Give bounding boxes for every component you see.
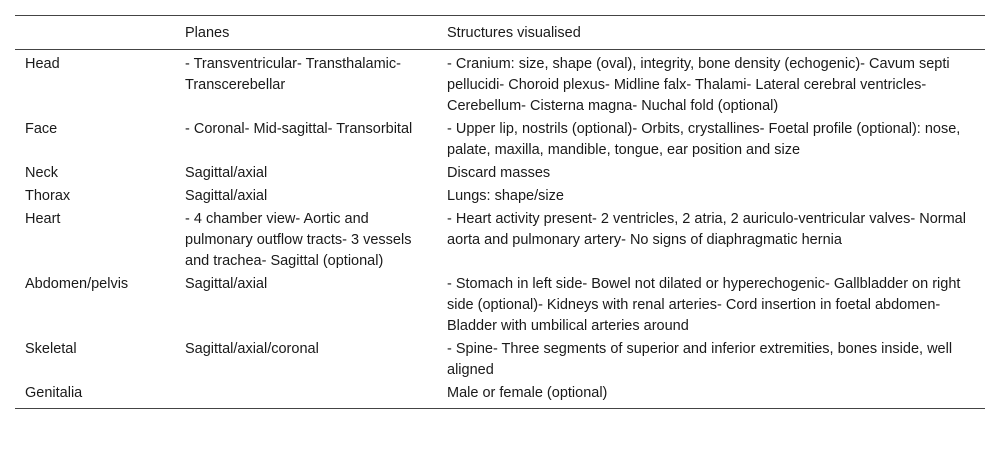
table-row-heart bbox=[15, 208, 985, 273]
row-label: Abdomen/pelvis bbox=[25, 276, 129, 292]
header-structures: Structures visualised bbox=[447, 25, 581, 41]
row-structures: Male or female (optional) bbox=[447, 385, 608, 401]
table-row-neck bbox=[15, 162, 985, 185]
row-label: Skeletal bbox=[25, 341, 77, 357]
table-row-head bbox=[15, 50, 985, 119]
row-structures: - Stomach in left side- Bowel not dilated or hyperechogenic- Gallbladder on right side (optional)- Kidneys with renal arteries- Cord insertion in foetal abdomen- Bladder with umbilical arteries around bbox=[447, 276, 961, 334]
row-planes: Sagittal/axial bbox=[185, 165, 268, 181]
row-label: Neck bbox=[25, 165, 59, 181]
header-row bbox=[15, 16, 985, 50]
row-label: Heart bbox=[25, 211, 61, 227]
row-planes: - Transventricular- Transthalamic- Transcerebellar bbox=[185, 56, 401, 93]
header-blank bbox=[15, 16, 175, 50]
row-structures: - Heart activity present- 2 ventricles, 2 atria, 2 auriculo-ventricular valves- Normal aorta and pulmonary artery- No signs of diaphragmatic hernia bbox=[447, 211, 966, 248]
row-planes: Sagittal/axial bbox=[185, 188, 268, 204]
structures-table-container bbox=[15, 15, 985, 409]
row-planes: - 4 chamber view- Aortic and pulmonary outflow tracts- 3 vessels and trachea- Sagittal (optional) bbox=[185, 211, 412, 269]
row-structures: Lungs: shape/size bbox=[447, 188, 564, 204]
row-label: Thorax bbox=[25, 188, 71, 204]
table-row-thorax bbox=[15, 185, 985, 208]
structures-table bbox=[15, 15, 985, 409]
row-structures: - Cranium: size, shape (oval), integrity, bone density (echogenic)- Cavum septi pellucidi- Choroid plexus- Midline falx- Thalami- Lateral cerebral ventricles- Cerebellum- Cisterna magna- Nuchal fold (optional) bbox=[447, 56, 950, 114]
row-planes: - Coronal- Mid-sagittal- Transorbital bbox=[185, 121, 413, 137]
row-label: Genitalia bbox=[25, 385, 83, 401]
row-planes: Sagittal/axial bbox=[185, 276, 268, 292]
table-row-abdomen-pelvis bbox=[15, 273, 985, 338]
table-row-skeletal bbox=[15, 338, 985, 382]
row-label: Face bbox=[25, 121, 58, 137]
table-body bbox=[15, 50, 985, 409]
row-label: Head bbox=[25, 56, 60, 72]
row-planes: Sagittal/axial/coronal bbox=[185, 341, 319, 357]
header-planes: Planes bbox=[185, 25, 230, 41]
table-row-genitalia bbox=[15, 382, 985, 409]
row-structures: Discard masses bbox=[447, 165, 551, 181]
table-header bbox=[15, 16, 985, 50]
row-structures: - Spine- Three segments of superior and inferior extremities, bones inside, well aligned bbox=[447, 341, 953, 378]
table-row-face bbox=[15, 118, 985, 162]
row-planes bbox=[175, 382, 437, 409]
row-structures: - Upper lip, nostrils (optional)- Orbits, crystallines- Foetal profile (optional): nose, palate, maxilla, mandible, tongue, ear position and size bbox=[447, 121, 961, 158]
